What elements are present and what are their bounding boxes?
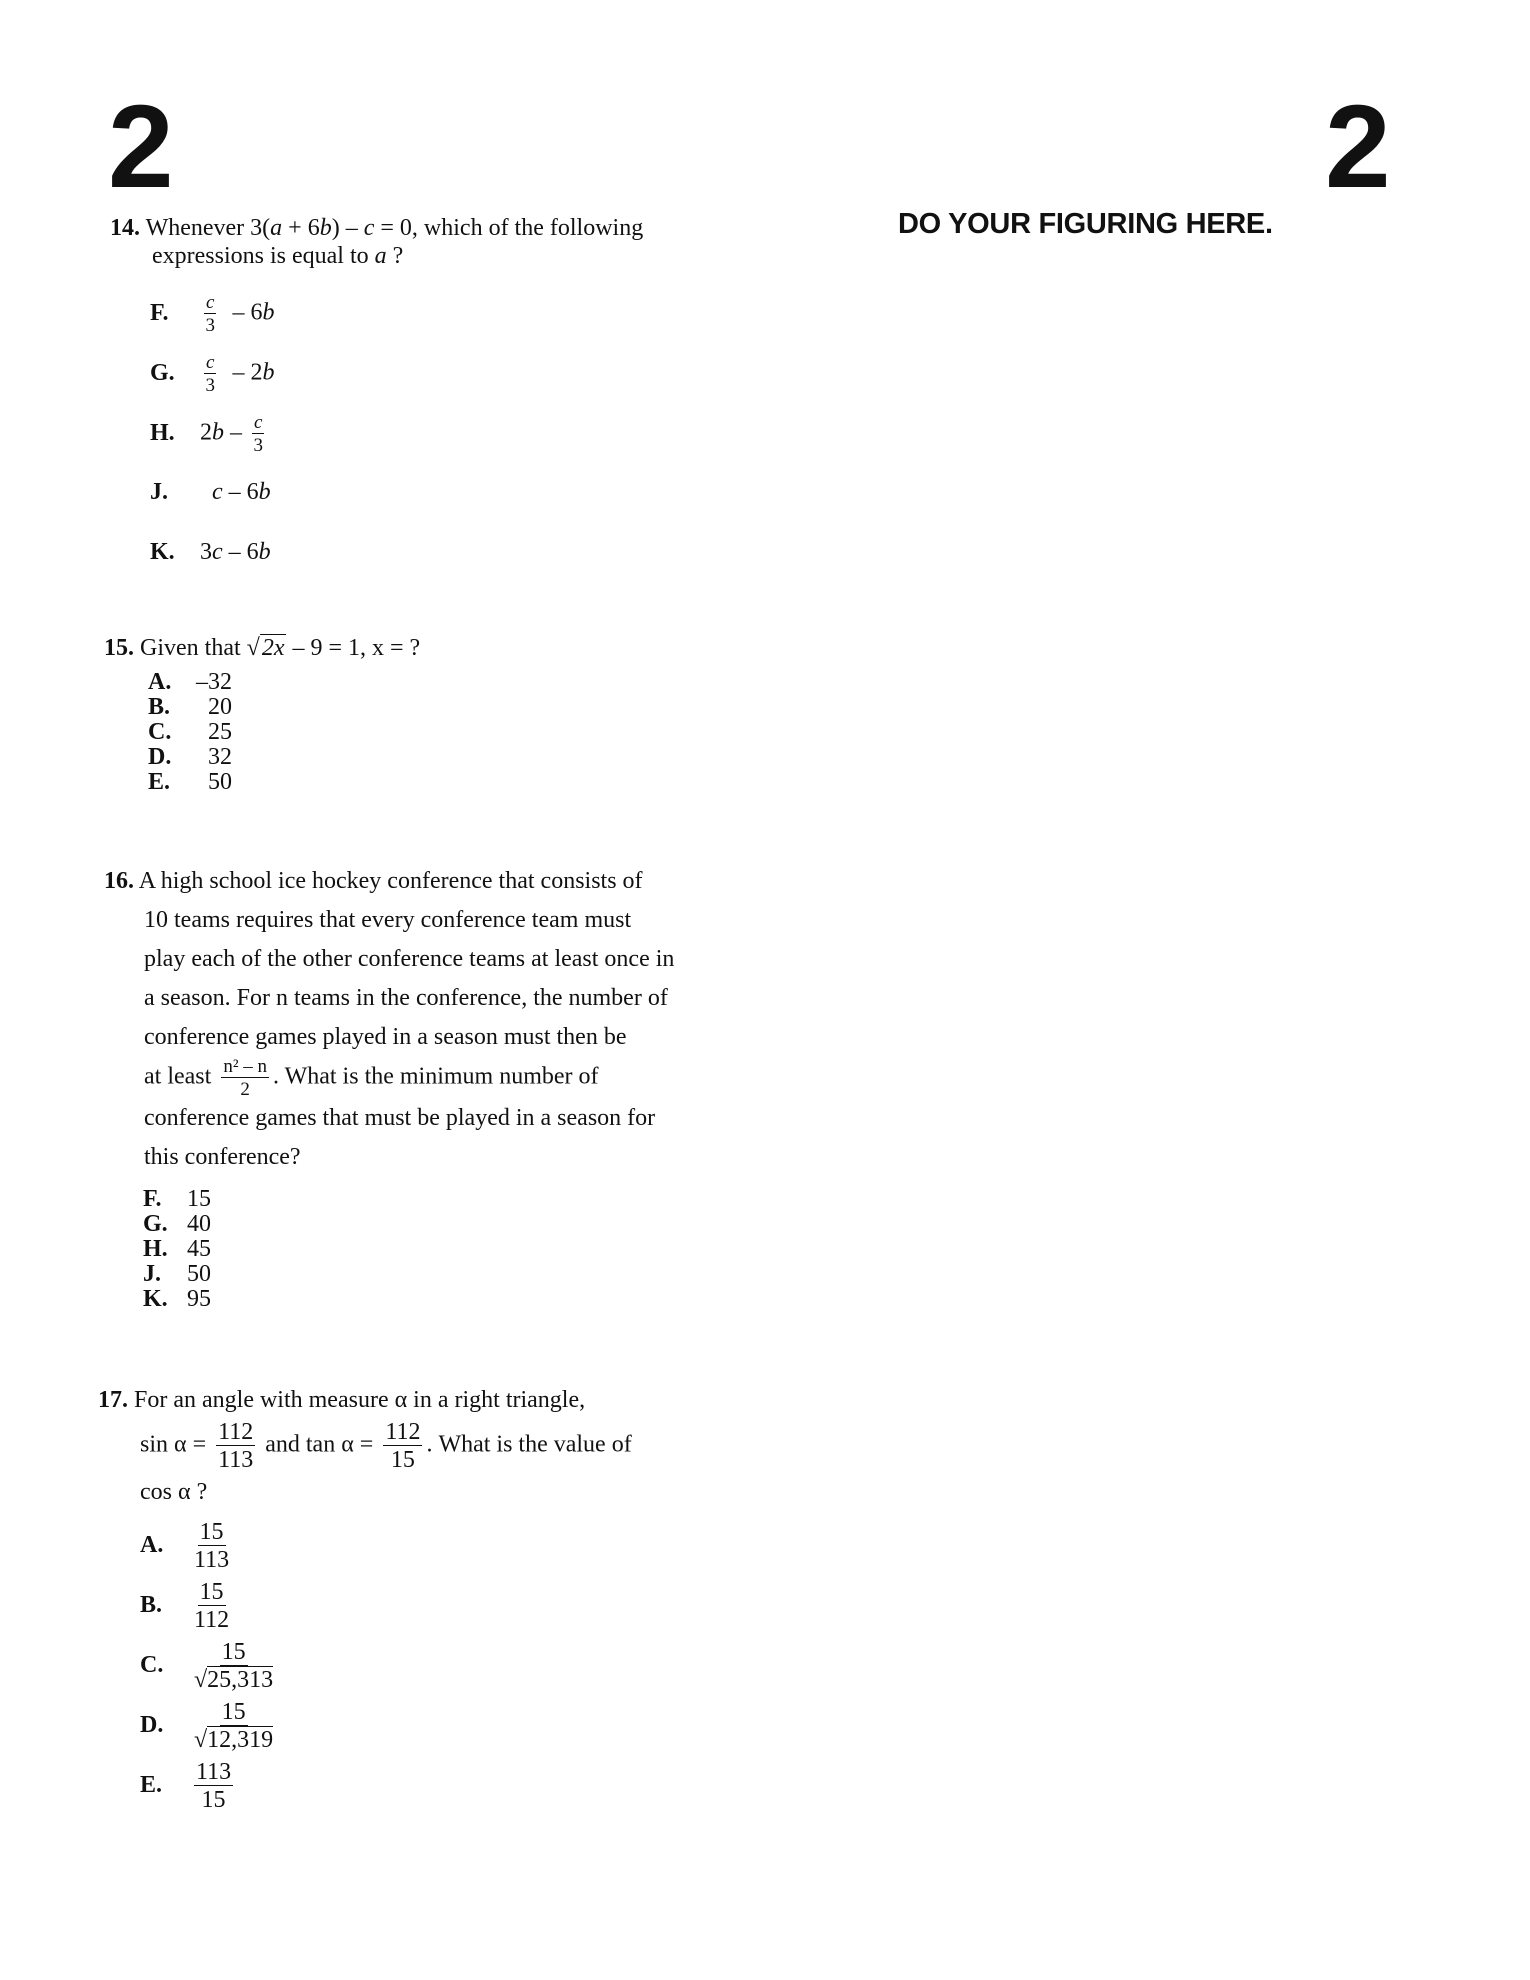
fraction: $\frac{c}{3}$	[253, 412, 263, 456]
figuring-area-label: DO YOUR FIGURING HERE.	[898, 208, 1273, 240]
option-letter: J.	[150, 479, 168, 505]
fraction: $\frac{15}{113}$	[194, 1519, 230, 1573]
question-16-number: 16.	[104, 868, 134, 894]
question-15-option-b[interactable]: B. 20	[148, 694, 232, 720]
question-16-after-frac: . What is the minimum number of	[273, 1063, 599, 1090]
section-number-left: 2	[108, 81, 174, 213]
question-16-line-3: play each of the other conference teams at least once in	[144, 946, 675, 972]
fraction: $\frac{113}{15}$	[196, 1759, 232, 1813]
question-17-option-c[interactable]	[140, 1640, 277, 1692]
option-letter: D.	[140, 1711, 164, 1738]
fraction: $\frac{\text{n² – n}}{2}$	[223, 1056, 268, 1100]
question-16-line-8: this conference?	[144, 1144, 301, 1170]
question-14-option-f[interactable]: F. $\frac{c}{3}$ – 6b	[150, 292, 275, 336]
question-16-option-h[interactable]: H. 45	[143, 1236, 211, 1262]
question-15-option-c[interactable]: C. 25	[148, 719, 232, 745]
square-root: √2x	[246, 635, 285, 661]
question-17-after-tan: . What is the value of	[426, 1431, 632, 1458]
question-17-number: 17.	[98, 1387, 128, 1413]
fraction: $\frac{c}{3}$	[205, 292, 215, 336]
question-14-option-g[interactable]: G. $\frac{c}{3}$ – 2b	[150, 352, 275, 396]
question-14-stem: 14. Whenever 3(a + 6b) – c = 0, which of the following expressions is equal to a ?	[110, 215, 644, 269]
question-15-option-e[interactable]: E. 50	[148, 769, 232, 795]
fraction: $\frac{15}{√12,319}$	[194, 1699, 274, 1753]
section-number-right: 2	[1325, 81, 1391, 213]
option-letter: H.	[150, 419, 175, 446]
option-letter: K.	[150, 539, 175, 565]
question-16-atleast: at least	[144, 1063, 212, 1090]
question-14-option-j[interactable]: J. c – 6b	[150, 479, 271, 505]
question-15-number: 15.	[104, 635, 134, 661]
question-14-number: 14.	[110, 215, 140, 241]
option-letter: E.	[140, 1771, 163, 1798]
question-15-option-a[interactable]: A. –32	[148, 669, 232, 695]
question-16-option-g[interactable]: G. 40	[143, 1211, 211, 1237]
question-15-options	[148, 670, 232, 795]
question-17-line-3: cos α ?	[140, 1479, 208, 1505]
question-16-options	[143, 1187, 211, 1312]
question-16-line-1: A high school ice hockey conference that consists of	[138, 868, 643, 894]
question-16-line-2: 10 teams requires that every conference team must	[144, 907, 632, 933]
question-17-and-tan: and tan α =	[265, 1431, 374, 1458]
question-16-line-7: conference games that must be played in a season for	[144, 1105, 656, 1131]
option-letter: C.	[140, 1651, 164, 1678]
question-15-prefix: Given that	[140, 635, 241, 661]
question-17-option-d[interactable]	[140, 1700, 277, 1752]
question-15-option-d[interactable]: D. 32	[148, 744, 232, 770]
fraction: $\frac{15}{√25,313}$	[194, 1639, 274, 1693]
option-letter: G.	[150, 359, 175, 386]
option-letter: A.	[140, 1531, 164, 1558]
question-14	[110, 214, 730, 270]
question-17-option-a[interactable]	[140, 1520, 233, 1572]
question-15-rest: – 9 = 1, x = ?	[292, 635, 421, 661]
question-17-line-1: For an angle with measure α in a right triangle,	[134, 1387, 586, 1413]
question-17	[98, 1380, 738, 1512]
option-letter: B.	[140, 1591, 163, 1618]
fraction: $\frac{c}{3}$	[205, 352, 215, 396]
question-17-option-e[interactable]	[140, 1760, 237, 1812]
question-14-option-h[interactable]: H. 2b – $\frac{c}{3}$	[150, 412, 263, 456]
question-16	[104, 862, 724, 1177]
question-16-option-j[interactable]: J. 50	[143, 1261, 211, 1287]
question-16-line-4: a season. For n teams in the conference, the number of	[144, 985, 668, 1011]
option-letter: F.	[150, 299, 169, 326]
fraction: $\frac{112}{15}$	[385, 1419, 421, 1473]
question-16-option-f[interactable]: F. 15	[143, 1186, 211, 1212]
question-14-option-k[interactable]: K. 3c – 6b	[150, 539, 271, 565]
fraction: $\frac{112}{113}$	[218, 1419, 254, 1473]
question-15	[104, 634, 704, 662]
question-16-option-k[interactable]: K. 95	[143, 1286, 211, 1312]
question-16-line-5: conference games played in a season must then be	[144, 1024, 627, 1050]
fraction: $\frac{15}{112}$	[194, 1579, 230, 1633]
question-17-option-b[interactable]	[140, 1580, 233, 1632]
question-17-sin-label: sin α =	[140, 1431, 207, 1458]
